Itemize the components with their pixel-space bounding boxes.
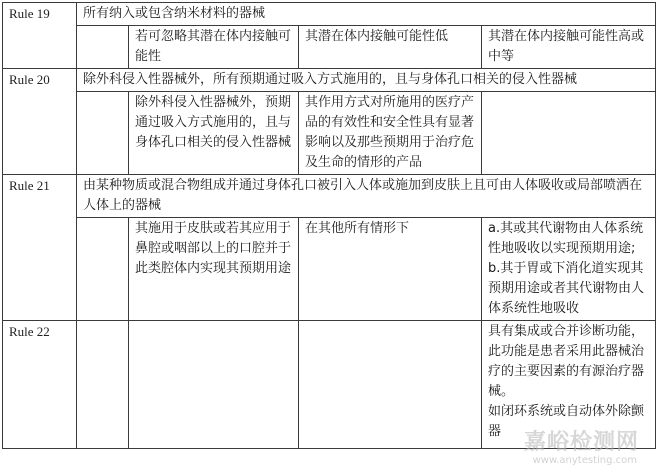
rule-19-cell-1 (77, 26, 129, 69)
rules-table (2, 2, 656, 449)
rule-21-title: 由某种物质或混合物组成并通过身体孔口被引入人体或施加到皮肤上且可由人体吸收或局部喷洒在人体上的器械 (77, 175, 656, 218)
rule-20-detail-row (3, 92, 656, 175)
rule-21-cell-3 (299, 218, 482, 321)
rule-19-cell-2 (129, 26, 299, 69)
rule-19-title: 所有纳入或包含纳米材料的器械 (77, 3, 656, 26)
rule-20-cell-2 (129, 92, 299, 175)
watermark-logo: 嘉峪检测网 (523, 430, 639, 455)
rule-19-header-row (3, 3, 656, 26)
rule-20-id: Rule 20 (3, 69, 77, 175)
cell-paragraph: 若可忽略其潜在体内接触可能性 (135, 29, 292, 64)
cell-paragraph: 其潜在体内接触可能性高或中等 (488, 29, 645, 64)
cell-paragraph: 其作用方式对所施用的医疗产品的有效性和安全性具有显著影响以及那些预期用于治疗危及生命的情形的产品 (305, 95, 475, 170)
watermark-url: www.anytesting.com (532, 455, 637, 466)
cell-paragraph: 其施用于皮肤或若其应用于鼻腔或咽部以上的口腔并于此类腔体内实现其预期用途 (135, 221, 292, 276)
rule-21-detail-row (3, 218, 656, 321)
rule-19-id: Rule 19 (3, 3, 77, 69)
rule-22-cell-2 (129, 321, 299, 449)
rule-21-header-row (3, 175, 656, 218)
cell-paragraph: 其潜在体内接触可能性低 (305, 29, 449, 44)
rule-22-cell-4 (482, 321, 656, 449)
rule-20-cell-1 (77, 92, 129, 175)
rule-20-cell-3 (299, 92, 482, 175)
rule-19-detail-row (3, 26, 656, 69)
cell-paragraph: 在其他所有情形下 (305, 221, 410, 236)
rule-21-cell-4 (482, 218, 656, 321)
rule-22-id: Rule 22 (3, 321, 77, 449)
rule-21-cell-2 (129, 218, 299, 321)
cell-paragraph: 如闭环系统或自动体外除颤器 (488, 404, 645, 439)
rule-20-cell-4 (482, 92, 656, 175)
rule-20-header-row (3, 69, 656, 92)
rule-22-cell-3 (299, 321, 482, 449)
rule-22-row (3, 321, 656, 449)
rule-20-title: 除外科侵入性器械外，所有预期通过吸入方式施用的，且与身体孔口相关的侵入性器械 (77, 69, 656, 92)
cell-paragraph: 具有集成或合并诊断功能，此功能是患者采用此器械治疗的主要因素的有源治疗器械。 (488, 324, 645, 399)
rule-19-cell-3 (299, 26, 482, 69)
rule-19-cell-4 (482, 26, 656, 69)
rule-22-cell-1 (77, 321, 129, 449)
cell-paragraph: 除外科侵入性器械外，预期通过吸入方式施用的，且与身体孔口相关的侵入性器械 (135, 95, 292, 150)
cell-paragraph: b.其于胃或下消化道实现其预期用途或者其代谢物由人体系统性地吸收 (488, 261, 645, 316)
rule-21-id: Rule 21 (3, 175, 77, 321)
rule-21-cell-1 (77, 218, 129, 321)
cell-paragraph: a.其或其代谢物由人体系统性地吸收以实现预期用途; (488, 221, 644, 256)
